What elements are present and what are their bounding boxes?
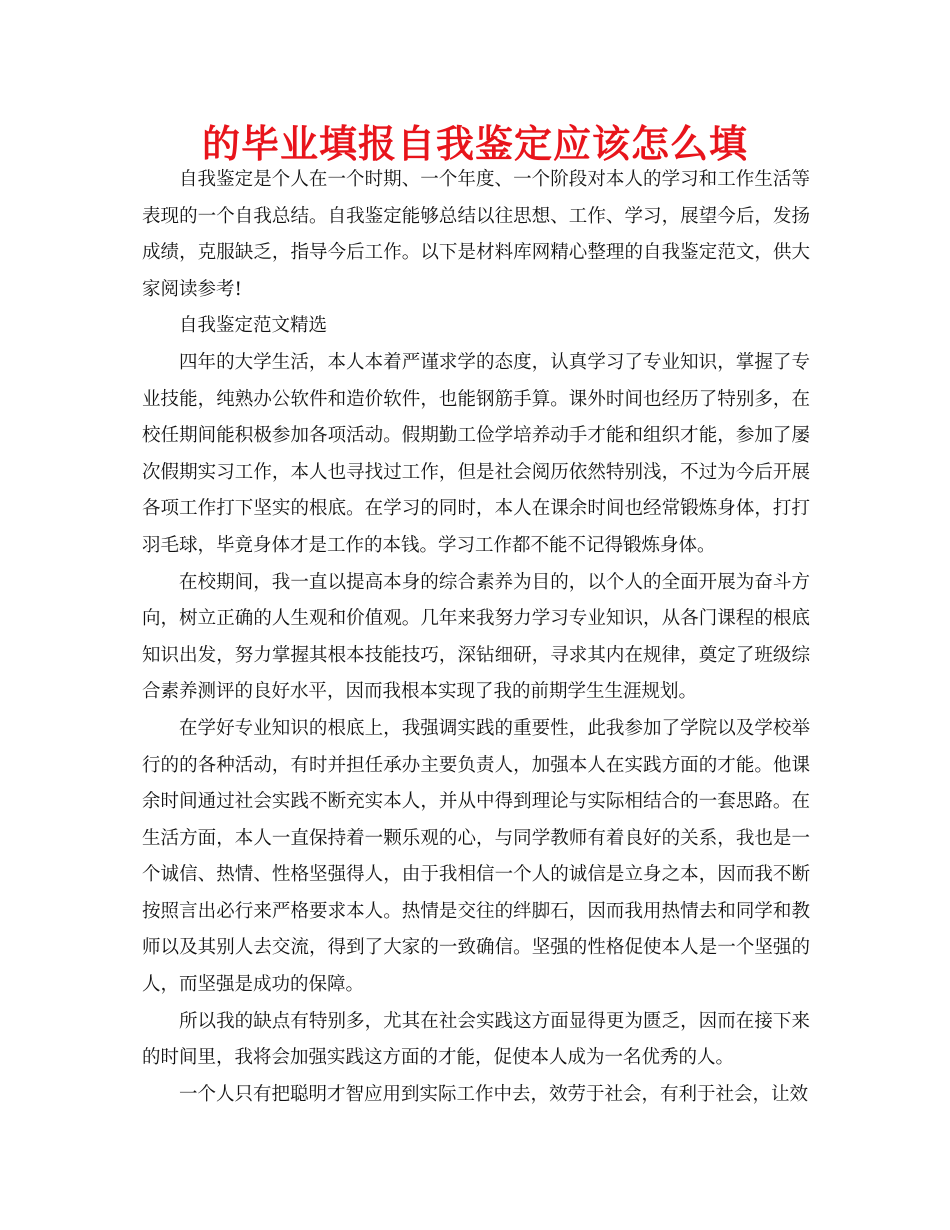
- paragraph-practice: 在学好专业知识的根底上，我强调实践的重要性，此我参加了学院以及学校举行的的各种活动，有时并担任承办主要负责人，加强本人在实践方面的才能。他课余时间通过社会实践不断充实本人，并从中得到理论与实际相结合的一套思路。在生活方面，本人一直保持着一颗乐观的心，与同学教师有着良好的关系，我也是一个诚信、热情、性格坚强得人，由于我相信一个人的诚信是立身之本，因而我不断按照言出必行来严格要求本人。热情是交往的绊脚石，因而我用热情去和同学和教师以及其别人去交流，得到了大家的一致确信。坚强的性格促使本人是一个坚强的人，而坚强是成功的保障。: [142, 717, 810, 996]
- paragraph-shortcomings: 所以我的缺点有特别多，尤其在社会实践这方面显得更为匮乏，因而在接下来的时间里，我将会加强实践这方面的才能，促使本人成为一名优秀的人。: [142, 1010, 810, 1069]
- document-title: 的毕业填报自我鉴定应该怎么填: [201, 122, 748, 166]
- section-heading: 自我鉴定范文精选: [179, 315, 328, 337]
- paragraph-school-period: 在校期间，我一直以提高本身的综合素养为目的，以个人的全面开展为奋斗方向，树立正确的人生观和价值观。几年来我努力学习专业知识，从各门课程的根底知识出发，努力掌握其根本技能技巧，深钻细研，寻求其内在规律，奠定了班级综合素养测评的良好水平，因而我根本实现了我的前期学生生涯规划。: [142, 571, 810, 703]
- document-body: [142, 162, 810, 1113]
- paragraph-university-life: 四年的大学生活，本人本着严谨求学的态度，认真学习了专业知识，掌握了专业技能，纯熟办公软件和造价软件，也能钢筋手算。课外时间也经历了特别多，在校任期间能积极参加各项活动。假期勤工俭学培养动手才能和组织才能，参加了屡次假期实习工作，本人也寻找过工作，但是社会阅历依然特别浅，不过为今后开展各项工作打下坚实的根底。在学习的同时，本人在课余时间也经常锻炼身体，打打羽毛球，毕竟身体才是工作的本钱。学习工作都不能不记得锻炼身体。: [142, 351, 810, 556]
- paragraph-intro: 自我鉴定是个人在一个时期、一个年度、一个阶段对本人的学习和工作生活等表现的一个自我总结。自我鉴定能够总结以往思想、工作、学习，展望今后，发扬成绩，克服缺乏，指导今后工作。以下是材料库网精心整理的自我鉴定范文，供大家阅读参考!: [142, 169, 810, 300]
- paragraph-closing: 一个人只有把聪明才智应用到实际工作中去，效劳于社会，有利于社会，让效: [179, 1083, 809, 1105]
